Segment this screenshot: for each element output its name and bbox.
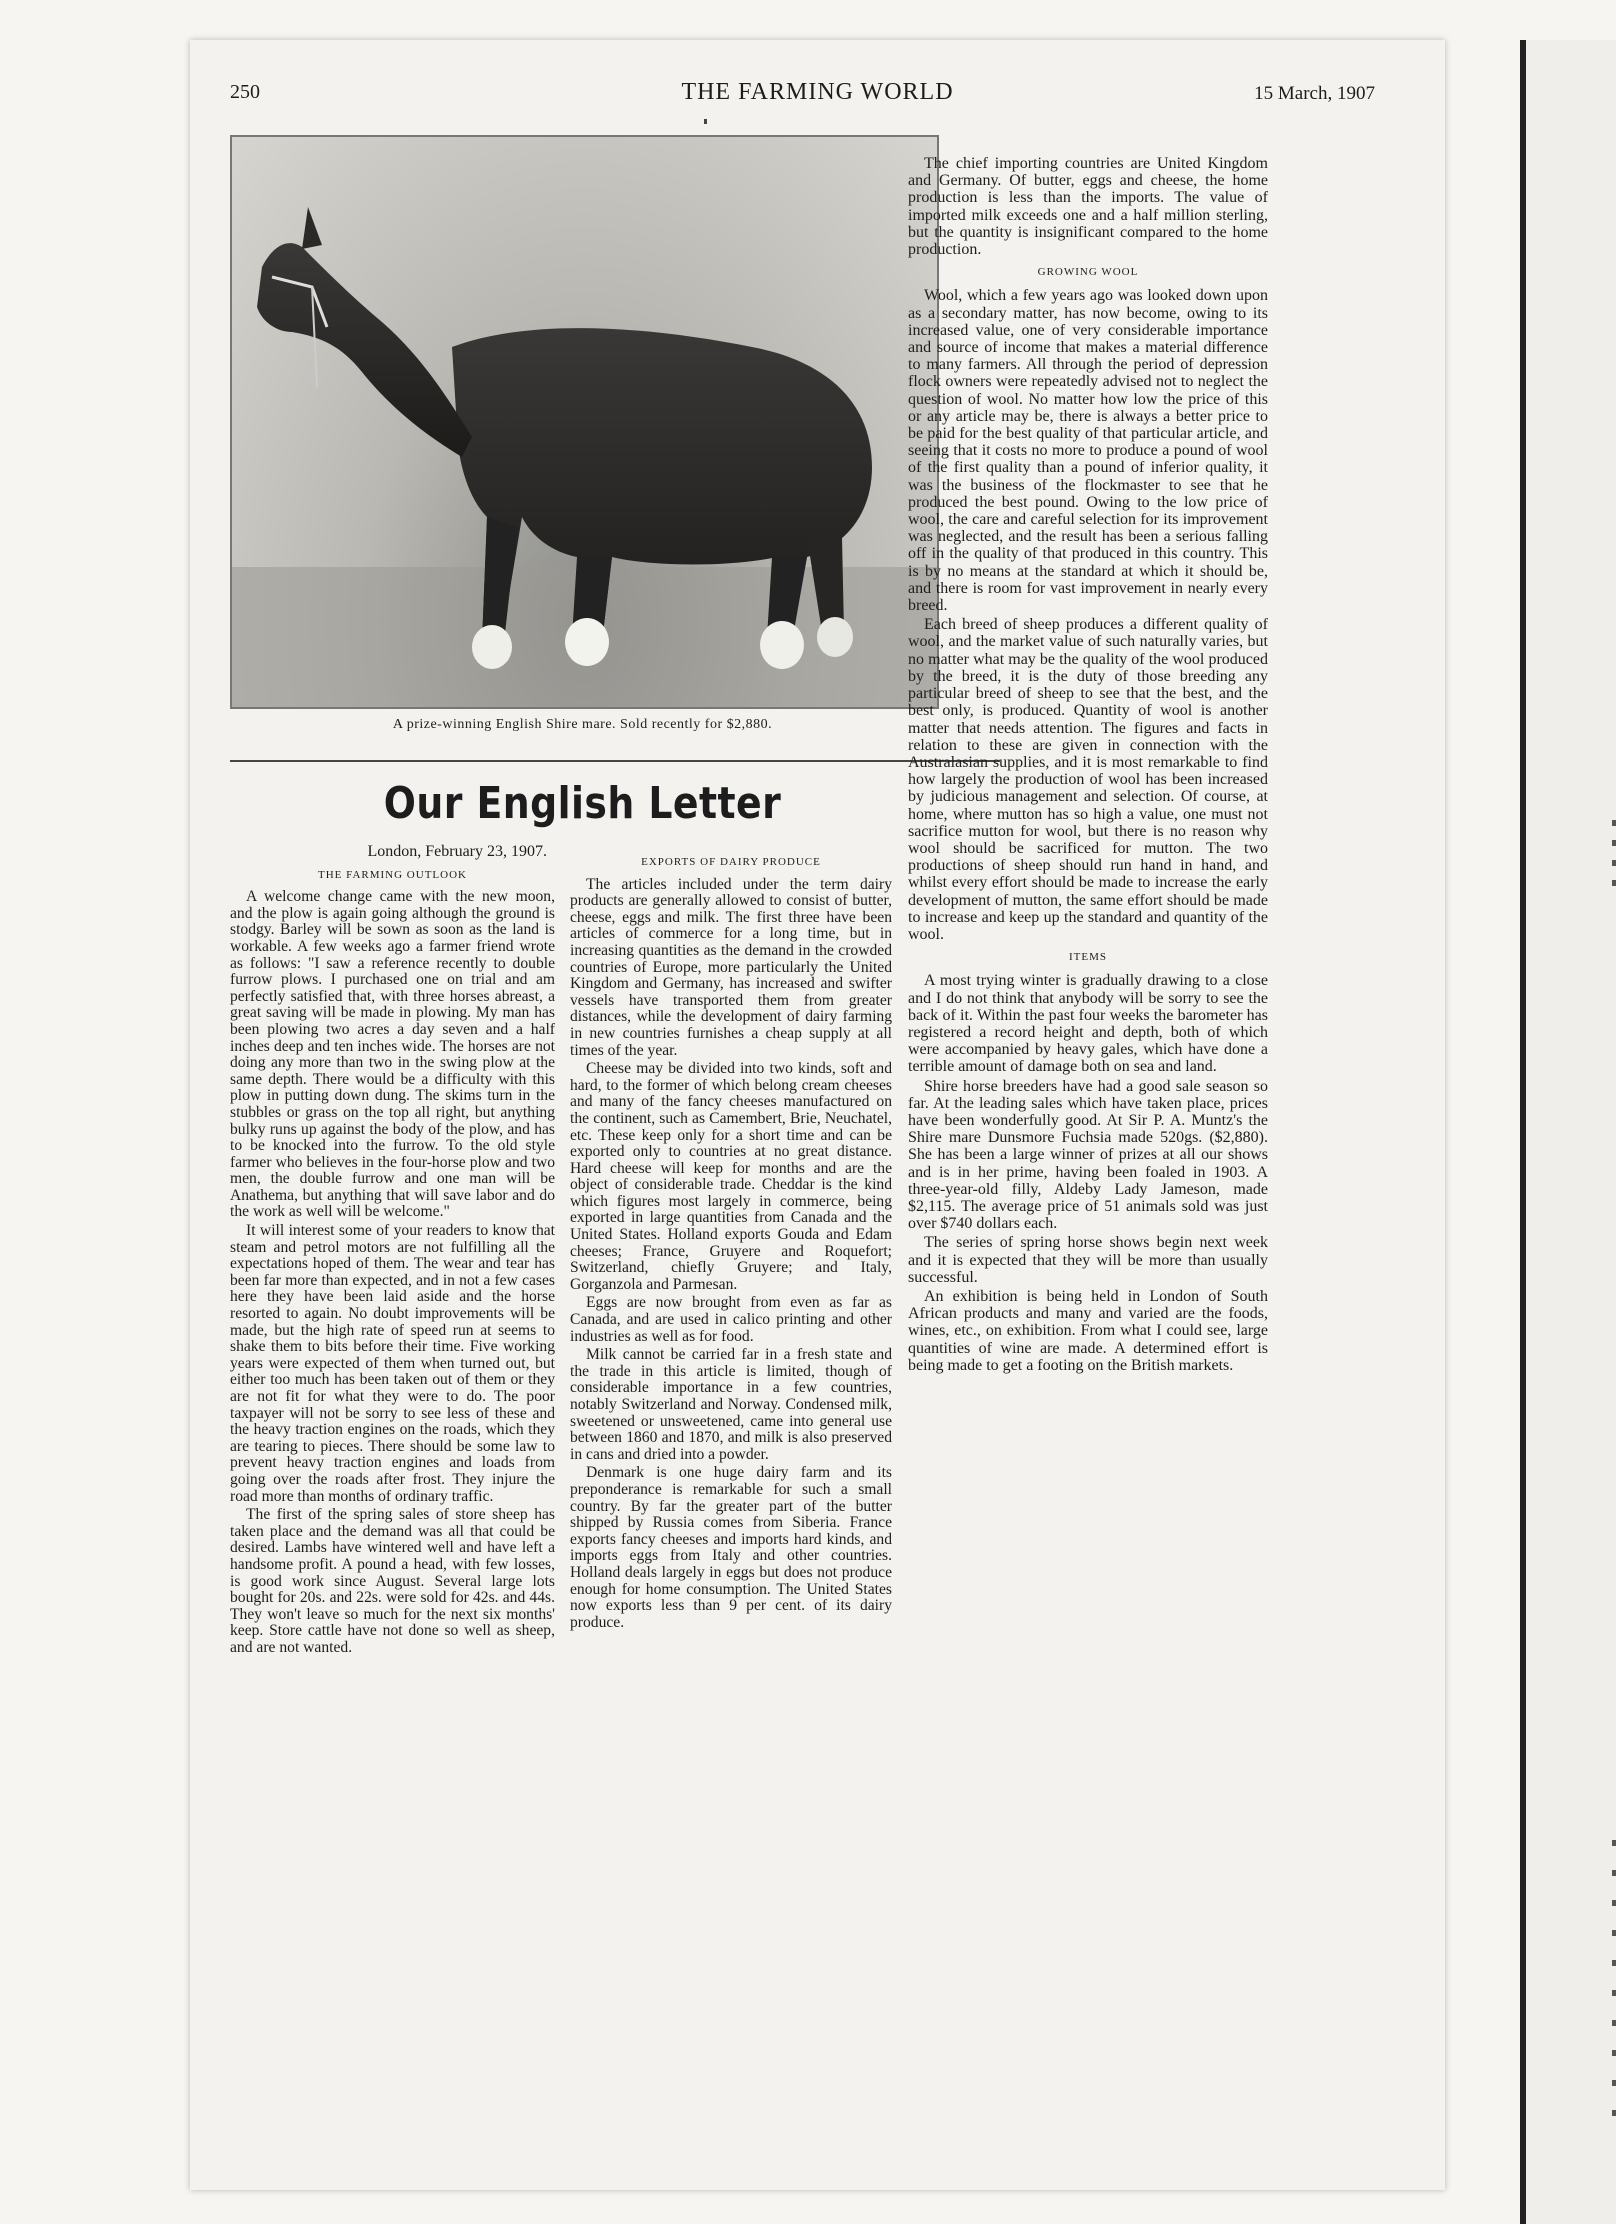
paragraph: An exhibition is being held in London of South African products and many and varied are the foods, wines, etc., on exhibition. From what I could see, large quantities of wine are made. A determined effort is being made to get a footing on the British markets. <box>908 1288 1268 1374</box>
photo-caption: A prize-winning English Shire mare. Sold recently for $2,880. <box>392 717 773 732</box>
paragraph: Denmark is one huge dairy farm and its preponderance is remarkable for such a small country. By far the greater part of the butter shipped by Russia comes from Siberia. France exports fancy cheeses and imports hard kinds, and imports eggs from Italy and other countries. Holland deals largely in eggs but does not produce enough for home consumption. The United States now exports less than 9 per cent. of its dairy produce. <box>570 1464 892 1631</box>
horse-photo <box>230 135 939 709</box>
section-heading: ITEMS <box>1069 951 1107 964</box>
article-column-3 <box>908 155 1268 1376</box>
paragraph: Milk cannot be carried far in a fresh state and the trade in this article is limited, though of considerable importance in a few countries, notably Switzerland and Norway. Condensed milk, sweetened or unsweetened, came into general use between 1860 and 1870, and milk is also preserved in cans and dried into a powder. <box>570 1346 892 1463</box>
paragraph: It will interest some of your readers to know that steam and petrol motors are not fulfilling all the expectations hoped of them. The wear and tear has been far more than expected, and in not a few cases here they have been laid aside and the horse resorted to again. No doubt improvements will be made, but the high rate of speed run at seems to shake them to bits before their time. Five working years were expected of them when turned out, but either too much has been taken out of them or they are not fit for what they were to do. The poor taxpayer will not be sorry to see less of these and the heavy traction engines on the roads, which they are tearing to pieces. There should be some law to prevent heavy traction engines and loads from going over the roads after frost. They injure the road more than months of ordinary traffic. <box>230 1222 555 1505</box>
issue-date: 15 March, 1907 <box>1254 83 1375 104</box>
divider-rule <box>230 760 1000 762</box>
page-header <box>230 75 1405 115</box>
dateline: London, February 23, 1907. <box>367 843 547 860</box>
paragraph: A welcome change came with the new moon, and the plow is again going although the ground is stodgy. Barley will be sown as soon as the land is workable. A few weeks ago a farmer friend wrote as follows: "I saw a reference recently to double furrow plows. I purchased one on trial and am perfectly satisfied that, with three horses abreast, a great saving will be made in plowing. My man has been plowing two acres a day seven and a half inches deep and ten inches wide. The horses are not doing any more than two in the swing plow at the same depth. There would be a difficulty with this plow in putting down dung. The skims turn in the stubbles or grass on the top all right, but anything bulky runs up against the body of the plow, and has to be knocked into the furrow. To the old style farmer who believes in the four-horse plow and two men, the double furrow and one man will be Anathema, but anything that will save labor and do the work as well will be welcome." <box>230 888 555 1221</box>
paragraph: Cheese may be divided into two kinds, soft and hard, to the former of which belong cream cheeses and many of the fancy cheeses manufactured on the continent, such as Camembert, Brie, Neuchatel, etc. These keep only for a short time and can be exported only to countries at no great distance. Hard cheese will keep for months and are the object of considerable trade. Cheddar is the kind which figures most largely in commerce, being exported in large quantities from Canada and the United States. Holland exports Gouda and Edam cheeses; France, Gruyere and Roquefort; Switzerland, chiefly Gruyere; and Italy, Gorganzola and Parmesan. <box>570 1060 892 1293</box>
adjacent-page-edge <box>1520 40 1616 2224</box>
publication-title: THE FARMING WORLD <box>681 79 954 105</box>
print-speck <box>704 119 707 124</box>
paragraph: The series of spring horse shows begin next week and it is expected that they will be more than usually successful. <box>908 1234 1268 1286</box>
shire-mare-illustration <box>232 137 937 707</box>
paragraph: The chief importing countries are United Kingdom and Germany. Of butter, eggs and cheese, the home production is less than the imports. The value of imported milk exceeds one and a half million sterling, but the quantity is insignificant compared to the home production. <box>908 155 1268 259</box>
paragraph: Each breed of sheep produces a different quality of wool, and the market value of such naturally varies, but no matter what may be the quality of the wool produced by the breed, it is the duty of those breeding any particular breed of sheep to see that the best, and the best only, is produced. Quantity of wool is another matter that needs attention. The figures and facts in relation to these are given in connection with the Australasian supplies, and it is most remarkable to find how largely the production of wool has been increased by judicious management and selection. Of course, at home, where mutton has so high a value, one must not sacrifice mutton for wool, but there is no reason why wool should be sacrificed for mutton. The two productions of sheep should run hand in hand, and whilst every effort should be made to increase the early development of mutton, the same effort should be made to increase and keep up the standard and quantity of the wool. <box>908 616 1268 943</box>
section-heading: GROWING WOOL <box>1037 266 1139 279</box>
article-title: Our English Letter <box>383 778 782 829</box>
article-column-1 <box>230 844 555 1659</box>
paragraph: The articles included under the term dairy products are generally allowed to consist of butter, cheese, eggs and milk. The first three have been articles of commerce for a long time, but in increasing quantities as the demand in the crowded countries of Europe, more particularly the United Kingdom and Germany, has increased and swifter vessels have transported them from greater distances, while the development of dairy farming in new countries furnishes a cheap supply at all times of the year. <box>570 875 892 1059</box>
article-column-2 <box>570 848 892 1633</box>
section-heading: EXPORTS OF DAIRY PRODUCE <box>641 856 821 868</box>
paragraph: The first of the spring sales of store sheep has taken place and the demand was all that could be desired. Lambs have wintered well and have left a handsome profit. A pound a head, with few losses, is good work since August. Several large lots bought for 20s. and 22s. were sold for 42s. and 44s. They won't leave so much for the next six months' keep. Store cattle have not done so well as sheep, and are not wanted. <box>230 1506 555 1656</box>
magazine-page <box>190 40 1445 2190</box>
paragraph: Eggs are now brought from even as far as Canada, and are used in calico printing and other industries as well as for food. <box>570 1294 892 1345</box>
paragraph: Wool, which a few years ago was looked down upon as a secondary matter, has now become, owing to its increased value, one of very considerable importance and source of income that makes a material difference to many farmers. All through the period of depression flock owners were repeatedly advised not to neglect the question of wool. No matter how low the price of this or any article may be, there is always a better price to be paid for the best quality of that particular article, and seeing that it costs no more to produce a pound of wool of the first quality than a pound of inferior quality, it was the business of the flockmaster to see that he produced the best pound. Owing to the low price of wool, the care and careful selection for its improvement was neglected, and the result has been a serious falling off in the quality of that produced in this country. This is by no means at the standard at which it should be, and there is room for vast improvement in nearly every breed. <box>908 287 1268 615</box>
paragraph: A most trying winter is gradually drawing to a close and I do not think that anybody will be sorry to see the back of it. Within the past four weeks the barometer has registered a record height and depth, both of which were accompanied by heavy gales, which have done a terrible amount of damage both on sea and land. <box>908 972 1268 1076</box>
page-number: 250 <box>230 81 260 103</box>
section-heading: THE FARMING OUTLOOK <box>318 868 467 881</box>
paragraph: Shire horse breeders have had a good sale season so far. At the leading sales which have taken place, prices have been wonderfully good. At Sir P. A. Muntz's the Shire mare Dunsmore Fuchsia made 520gs. ($2,880). She has been a large winner of prizes at all our shows and is in her prime, having been foaled in 1903. A three-year-old filly, Aldeby Lady Jameson, made $2,115. The average price of 51 animals sold was just over $740 dollars each. <box>908 1077 1268 1233</box>
